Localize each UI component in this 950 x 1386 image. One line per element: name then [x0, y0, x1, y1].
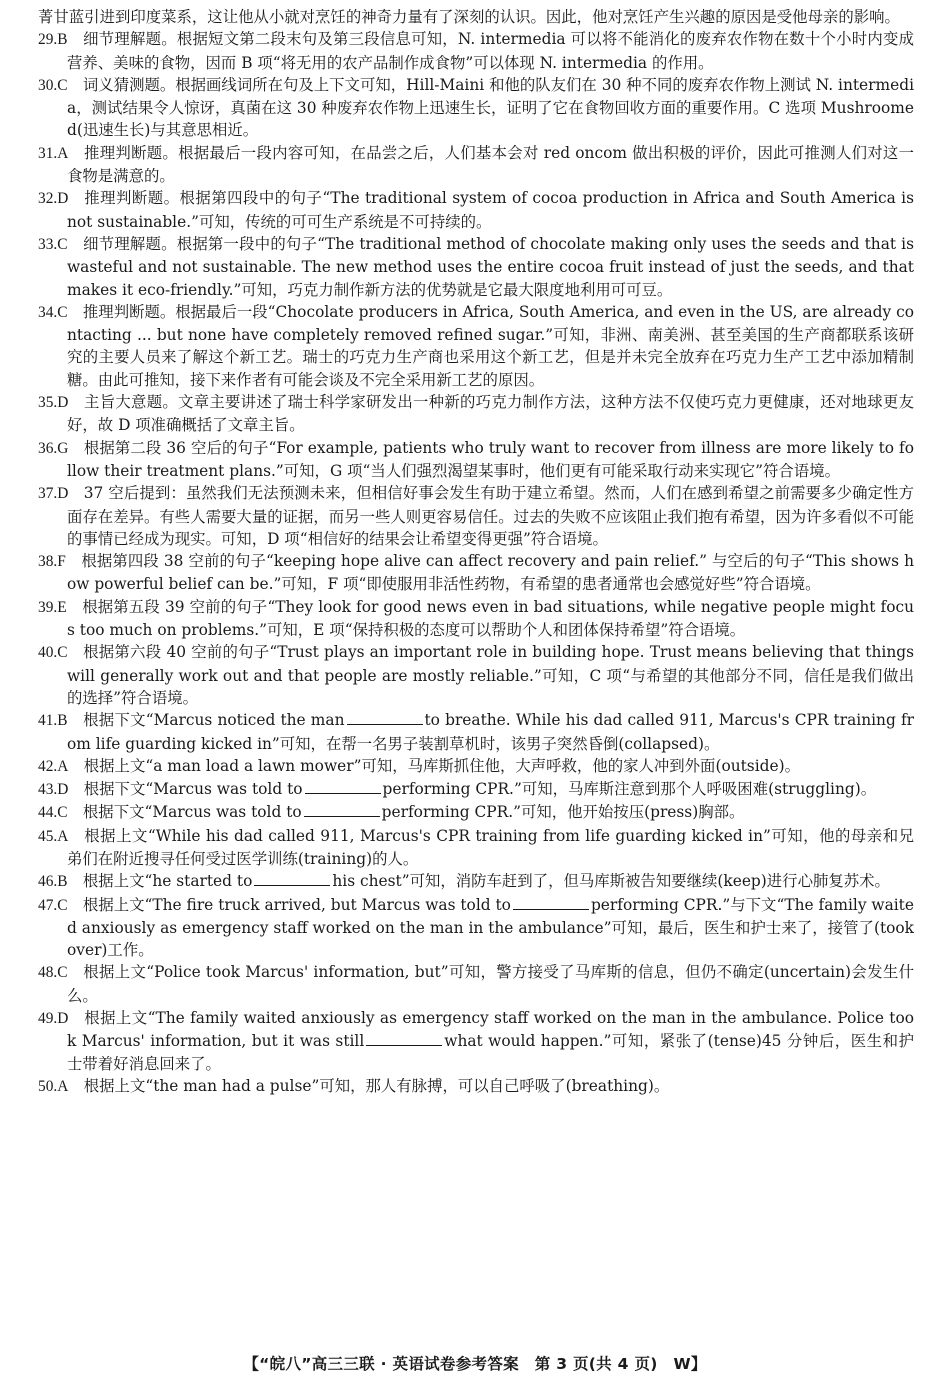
- answer-item: [38, 233, 914, 301]
- answer-letter: A: [57, 144, 69, 162]
- answer-letter: D: [57, 190, 69, 208]
- question-number: 50.: [38, 1077, 58, 1095]
- explanation-text-before-blank: 根据下文“Marcus was told to: [83, 780, 303, 799]
- question-number: 46.: [38, 873, 58, 891]
- answer-item: [38, 74, 914, 142]
- answer-item: [38, 961, 914, 1007]
- answer-item: [38, 825, 914, 871]
- answer-item: [38, 187, 914, 233]
- answer-letter: B: [57, 31, 68, 49]
- answer-letter: C: [57, 76, 68, 94]
- explanation-text-before-blank: 根据下文“Marcus noticed the man: [82, 711, 345, 730]
- answer-item: [38, 894, 914, 962]
- answer-letter: B: [57, 873, 68, 891]
- explanation-text-before-blank: 根据下文“Marcus was told to: [82, 803, 302, 822]
- explanation-text-after-blank: performing CPR.”与下文“The family waited anxiously as emergency staff worked on the man in the ambulance”可知，最后，医生和护士来了，接管了(took over)工作。: [67, 895, 914, 960]
- answer-item: [38, 596, 914, 642]
- answer-letter: A: [57, 757, 69, 775]
- answer-letter: D: [57, 1010, 69, 1028]
- answer-letter: C: [57, 964, 68, 982]
- explanation-text: 推理判断题。根据最后一段内容可知，在品尝之后，人们基本会对 red oncom 做出积极的评价，因此可推测人们对这一食物是满意的。: [67, 143, 914, 186]
- blank-line: [254, 871, 330, 886]
- question-number: 37.: [38, 485, 58, 503]
- question-number: 41.: [38, 712, 58, 730]
- explanation-text: 根据上文“a man load a lawn mower”可知，马库斯抓住他，大声呼救，他的家人冲到外面(outside)。: [83, 756, 800, 775]
- answer-letter: C: [57, 804, 68, 822]
- answer-letter: C: [57, 644, 68, 662]
- question-number: 45.: [38, 827, 58, 845]
- explanation-text: 根据第五段 39 空前的句子“They look for good news even in bad situations, while negative people might focus too much on problems.”可知，E 项“保持积极的态度可以帮助个人和团体保持希望”符合语境。: [67, 597, 914, 640]
- answer-item: [38, 801, 914, 824]
- question-number: 36.: [38, 439, 58, 457]
- explanation-text: 根据第四段 38 空前的句子“keeping hope alive can affect recovery and pain relief.” 与空后的句子“This shows how powerful belief can be.”可知，F 项“即使服用非活性药物，有希望的患者通常也会感觉好些”符合语境。: [67, 552, 914, 594]
- answer-page: [38, 6, 914, 1336]
- answer-item: [38, 709, 914, 755]
- answer-letter: F: [57, 553, 66, 571]
- explanation-text-after-blank: performing CPR.”可知，他开始按压(press)胸部。: [381, 803, 745, 822]
- answer-letter: C: [57, 896, 68, 914]
- question-number: 33.: [38, 235, 58, 253]
- question-number: 30.: [38, 76, 58, 94]
- answer-item: [38, 1075, 914, 1098]
- question-number: 40.: [38, 644, 58, 662]
- answer-item: [38, 301, 914, 391]
- question-number: 38.: [38, 553, 58, 571]
- question-number: 29.: [38, 31, 58, 49]
- question-number: 34.: [38, 303, 58, 321]
- answer-item: [38, 437, 914, 483]
- explanation-text: 推理判断题。根据第四段中的句子“The traditional system of cocoa production in Africa and South America is not sustainable.”可知，传统的可可生产系统是不可持续的。: [67, 189, 914, 231]
- question-number: 35.: [38, 394, 58, 412]
- blank-line: [347, 710, 423, 725]
- question-number: 48.: [38, 964, 58, 982]
- intro-paragraph: 菁甘蓝引进到印度菜系，这让他从小就对烹饪的神奇力量有了深刻的认识。因此，他对烹饪产生兴趣的原因是受他母亲的影响。: [38, 8, 900, 26]
- explanation-text: 细节理解题。根据第一段中的句子“The traditional method of chocolate making only uses the seeds and that is wasteful and not sustainable. The new method uses the entire cocoa fruit instead of just the seeds, and that makes it eco-friendly.”可知，巧克力制作新方法的优势就是它最大限度地利用可可豆。: [67, 234, 914, 299]
- explanation-text: 细节理解题。根据短文第二段末句及第三段信息可知，N. intermedia 可以将不能消化的废弃农作物在数十个小时内变成营养、美味的食物，因而 B 项“将无用的农产品制作成食物”可以体现 N. intermedia 的作用。: [67, 30, 914, 72]
- explanation-text: 根据上文“Police took Marcus' information, but”可知，警方接受了马库斯的信息，但仍不确定(uncertain)会发生什么。: [67, 963, 914, 1005]
- blank-line: [366, 1031, 442, 1046]
- explanation-text-after-blank: his chest”可知，消防车赶到了，但马库斯被告知要继续(keep)进行心肺复苏术。: [332, 872, 890, 891]
- answer-letter: E: [57, 598, 67, 616]
- explanation-text-after-blank: performing CPR.”可知，马库斯注意到那个人呼吸困难(struggling)。: [382, 780, 877, 799]
- explanation-text: 根据第六段 40 空前的句子“Trust plays an important role in building hope. Trust means believing that things will generally work out and that people are mostly reliable.”可知，C 项“与希望的其他部分不同，信任是我们做出的选择”符合语境。: [67, 643, 914, 707]
- explanation-text: 37 空后提到：虽然我们无法预测未来，但相信好事会发生有助于建立希望。然而，人们在感到希望之前需要多少确定性方面存在差异。有些人需要大量的证据，而另一些人则更容易信任。过去的失败不应该阻止我们抱有希望，因为许多看似不可能的事情已经成为现实。可知，D 项“相信好的结果会让希望变得更强”符合语境。: [67, 484, 914, 548]
- answer-letter: C: [57, 235, 68, 253]
- answer-letter: A: [57, 827, 69, 845]
- answer-item: [38, 142, 914, 188]
- question-number: 43.: [38, 781, 58, 799]
- question-number: 32.: [38, 190, 58, 208]
- question-number: 49.: [38, 1010, 58, 1028]
- question-number: 31.: [38, 144, 58, 162]
- explanation-text: 词义猜测题。根据画线词所在句及上下文可知，Hill-Maini 和他的队友们在 30 种不同的废弃农作物上测试 N. intermedia，测试结果令人惊讶，真菌在这 30 种废弃农作物上迅速生长，证明了它在食物回收方面的重要作用。C 选项 Mushroomed(迅速生长)与其意思相近。: [67, 75, 914, 140]
- page-footer: 【“皖八”高三三联 · 英语试卷参考答案 第 3 页(共 4 页) W】: [243, 1355, 707, 1373]
- blank-line: [513, 895, 589, 910]
- answer-item: [38, 391, 914, 437]
- answer-list: [38, 28, 914, 1098]
- explanation-text-after-blank: what would happen.”可知，紧张了(tense)45 分钟后，医生和护士带着好消息回来了。: [67, 1032, 914, 1073]
- answer-letter: C: [57, 303, 68, 321]
- answer-item: [38, 550, 914, 596]
- explanation-text: 主旨大意题。文章主要讲述了瑞士科学家研发出一种新的巧克力制作方法，这种方法不仅使巧克力更健康，还对地球更友好，故 D 项准确概括了文章主旨。: [67, 393, 914, 435]
- answer-item: [38, 870, 914, 893]
- question-number: 44.: [38, 804, 58, 822]
- answer-letter: D: [57, 485, 69, 503]
- answer-item: [38, 641, 914, 709]
- explanation-text: 根据上文“While his dad called 911, Marcus's CPR training from life guarding kicked in”可知，他的母亲和兄弟们在附近搜寻任何受过医学训练(training)的人。: [67, 826, 914, 868]
- answer-item: [38, 482, 914, 550]
- question-number: 42.: [38, 757, 58, 775]
- answer-letter: D: [57, 394, 69, 412]
- question-number: 39.: [38, 598, 58, 616]
- explanation-text-before-blank: 根据上文“The family waited anxiously as emergency staff worked on the man in the ambulance. Police took Marcus' information, but it was still: [67, 1009, 914, 1051]
- explanation-text: 推理判断题。根据最后一段“Chocolate producers in Africa, South America, and even in the US, are already contacting ... but none have completely removed refined sugar.”可知，非洲、南美洲、甚至美国的生产商都联系该研究的主要人员来了解这个新工艺。瑞士的巧克力生产商也采用这个新工艺，但是并未完全放弃在巧克力生产工艺中添加精制糖。由此可推知，接下来作者有可能会谈及不完全采用新工艺的原因。: [67, 302, 914, 389]
- explanation-text: 根据上文“the man had a pulse”可知，那人有脉搏，可以自己呼吸了(breathing)。: [83, 1076, 670, 1095]
- explanation-text-after-blank: to breathe. While his dad called 911, Marcus's CPR training from life guarding kicked in”可知，在帮一名男子装割草机时，该男子突然昏倒(collapsed)。: [67, 711, 914, 753]
- question-number: 47.: [38, 896, 58, 914]
- explanation-text-before-blank: 根据上文“he started to: [82, 872, 253, 891]
- answer-item: [38, 778, 914, 801]
- answer-item: [38, 1007, 914, 1075]
- answer-letter: G: [57, 439, 69, 457]
- answer-item: [38, 28, 914, 74]
- answer-letter: B: [57, 712, 68, 730]
- answer-letter: D: [57, 781, 69, 799]
- answer-item: [38, 755, 914, 778]
- explanation-text: 根据第二段 36 空后的句子“For example, patients who truly want to recover from illness are more likely to follow their treatment plans.”可知，G 项“当人们强烈渴望某事时，他们更有可能采取行动来实现它”符合语境。: [67, 438, 914, 480]
- blank-line: [305, 779, 381, 794]
- answer-letter: A: [57, 1077, 69, 1095]
- blank-line: [304, 802, 380, 817]
- explanation-text-before-blank: 根据上文“The fire truck arrived, but Marcus was told to: [82, 895, 511, 914]
